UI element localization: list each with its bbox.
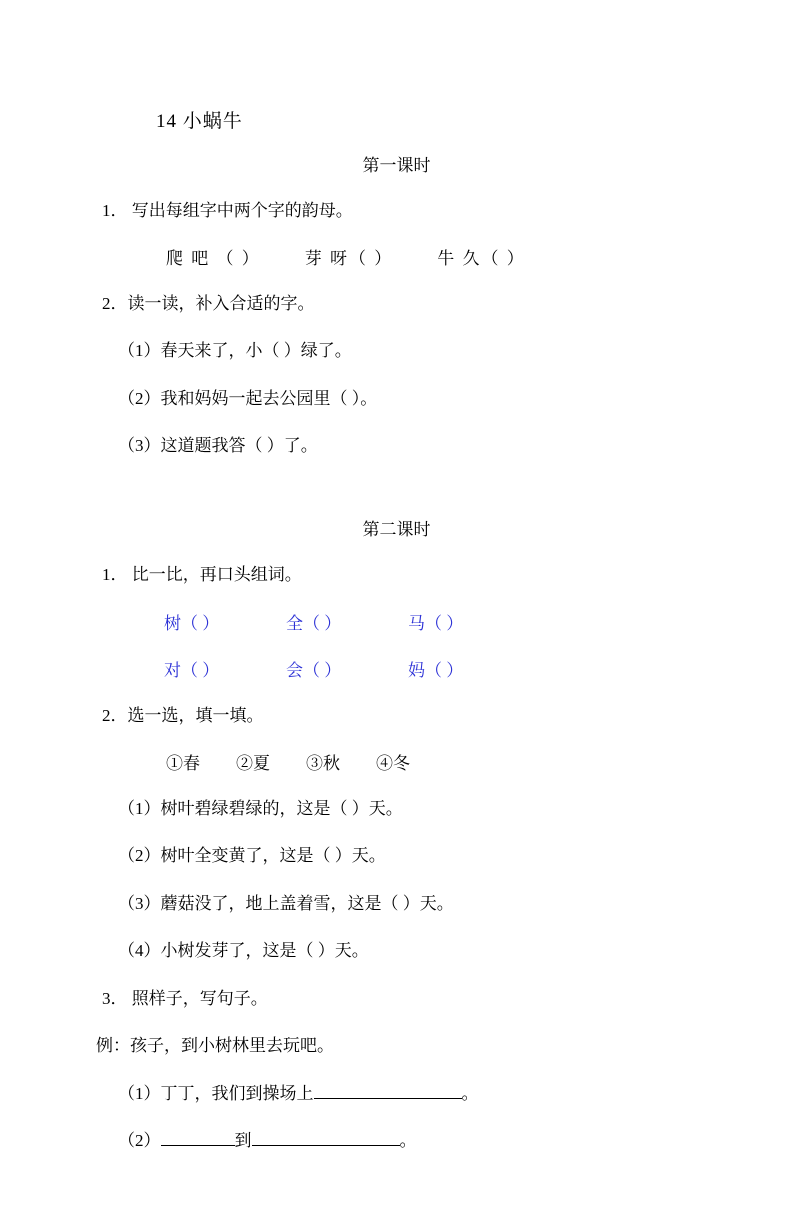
item-ya-ya: 芽 呀（ ） bbox=[304, 248, 394, 268]
item-2-prefix: （2） bbox=[118, 1131, 161, 1150]
word-hui: 会（ ） bbox=[286, 661, 342, 680]
option-summer: ②夏 bbox=[236, 753, 270, 773]
option-winter: ④冬 bbox=[376, 753, 410, 773]
question-2-3-item-2 bbox=[96, 1128, 697, 1154]
item-2-suffix: 。 bbox=[399, 1131, 417, 1150]
item-1-suffix: 。 bbox=[461, 1083, 479, 1103]
word-shu: 树（ ） bbox=[164, 614, 220, 633]
worksheet-page bbox=[0, 106, 793, 1228]
answer-blank-1[interactable] bbox=[314, 1082, 462, 1099]
option-spring: ①春 bbox=[166, 753, 200, 773]
question-2-2-item-2: （2）树叶全变黄了，这是（ ）天。 bbox=[118, 846, 386, 865]
question-1-2-item-3: （3）这道题我答（ ）了。 bbox=[118, 436, 318, 455]
word-mama: 妈（ ） bbox=[408, 661, 464, 680]
answer-blank-2a[interactable] bbox=[161, 1129, 235, 1146]
question-1-2-item-1: （1）春天来了，小（ ）绿了。 bbox=[118, 341, 352, 360]
question-2-2-item-4: （4）小树发芽了，这是（ ）天。 bbox=[118, 941, 369, 960]
word-ma: 马（ ） bbox=[408, 614, 464, 633]
question-2-2-item-3: （3）蘑菇没了，地上盖着雪，这是（ ）天。 bbox=[118, 893, 454, 913]
question-1-1: 1． 写出每组字中两个字的韵母。 bbox=[102, 201, 353, 220]
word-dui: 对（ ） bbox=[164, 661, 220, 680]
page-title: 14 小蜗牛 bbox=[156, 111, 243, 132]
option-autumn: ③秋 bbox=[306, 753, 340, 773]
question-2-1-row-1 bbox=[96, 609, 697, 634]
question-2-3-item-1 bbox=[96, 1081, 697, 1107]
section-heading-lesson-1: 第一课时 bbox=[362, 156, 431, 175]
item-niu-jiu: 牛 久（ ） bbox=[437, 248, 526, 268]
question-1-1-items bbox=[96, 244, 697, 269]
question-2-1-row-2 bbox=[96, 656, 697, 681]
question-1-2: 2．读一读，补入合适的字。 bbox=[102, 293, 315, 313]
question-2-3: 3． 照样子，写句子。 bbox=[102, 988, 268, 1008]
answer-blank-2b[interactable] bbox=[252, 1129, 400, 1146]
question-2-1: 1． 比一比，再口头组词。 bbox=[102, 564, 302, 584]
item-pa-ba: 爬 吧 （ ） bbox=[166, 248, 261, 268]
section-heading-lesson-2: 第二课时 bbox=[362, 519, 431, 539]
question-1-2-item-2: （2）我和妈妈一起去公园里（ ）。 bbox=[118, 388, 378, 408]
word-quan: 全（ ） bbox=[286, 614, 342, 633]
item-1-prefix: （1）丁丁，我们到操场上 bbox=[118, 1083, 314, 1103]
question-2-3-example: 例：孩子，到小树林里去玩吧。 bbox=[96, 1036, 334, 1055]
question-2-2: 2．选一选，填一填。 bbox=[102, 706, 264, 725]
question-2-2-item-1: （1）树叶碧绿碧绿的，这是（ ）天。 bbox=[118, 798, 403, 818]
item-2-middle: 到 bbox=[234, 1131, 252, 1150]
question-2-2-options bbox=[96, 749, 697, 774]
